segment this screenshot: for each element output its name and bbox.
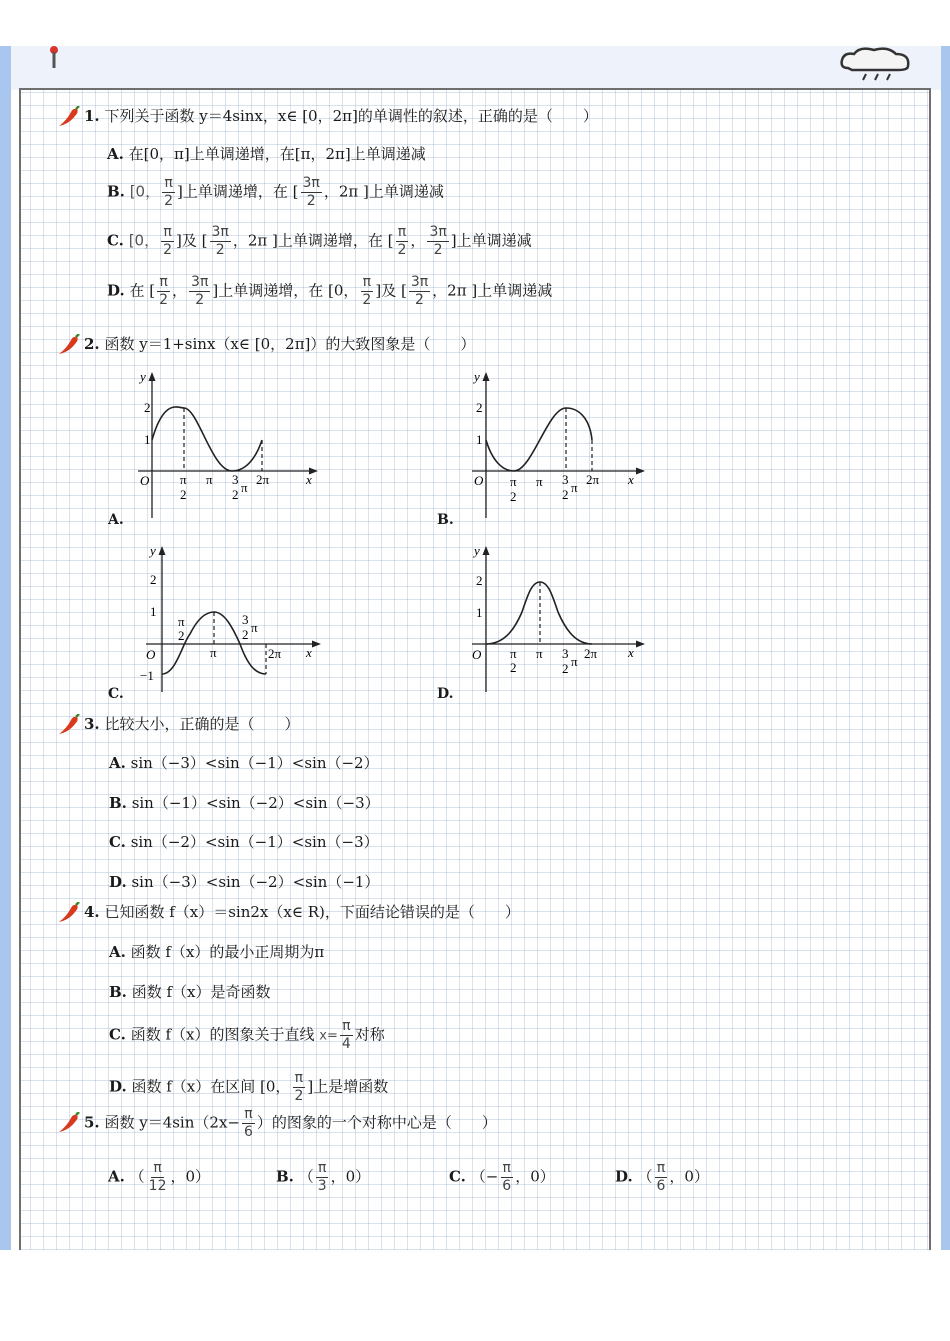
tick-3pi-half-den: 2: [562, 487, 569, 502]
q3-option-d[interactable]: D. sin（−3）<sin（−2）<sin（−1）: [109, 873, 380, 891]
q3-option-a[interactable]: A. sin（−3）<sin（−1）<sin（−2）: [109, 754, 379, 772]
tick-3pi-half-num: 3: [562, 472, 569, 487]
tick-2pi: 2π: [584, 646, 598, 661]
graph-b-label: B.: [437, 512, 454, 528]
tick-2pi: 2π: [268, 646, 282, 661]
tick-3pi-half-pi: π: [251, 620, 258, 635]
q4-option-a[interactable]: A. 函数 f（x）的最小正周期为π: [109, 943, 325, 961]
q5-option-b[interactable]: B. （ $\frac{\pi}{3}$ ，0）: [276, 1160, 371, 1194]
tick-pi: π: [536, 646, 543, 661]
graph-a-label: A.: [108, 512, 124, 528]
q1-option-c[interactable]: C. [0， $\frac{\pi}{2}$ ]及 [ $\frac{3\pi}{2}$ ，2π ]上单调递增，在 [ $\frac{\pi}{2}$ ， $\frac{3\pi}{2}$ ]上单调递减: [107, 224, 532, 258]
axis-x-label: x: [628, 472, 634, 487]
tick-y-1: 1: [476, 432, 483, 447]
tick-pi-half-den: 2: [510, 489, 517, 504]
tick-pi-half-den: 2: [510, 660, 517, 675]
tick-3pi-half-den: 2: [562, 661, 569, 676]
q5-option-a[interactable]: A. （ $\frac{\pi}{12}$ ，0）: [108, 1160, 211, 1194]
tick-pi-half-den: 2: [178, 628, 185, 643]
graph-option-c[interactable]: [128, 542, 328, 694]
tick-3pi-half-pi: π: [571, 654, 578, 669]
tick-3pi-half-num: 3: [562, 646, 569, 661]
graph-option-d[interactable]: [462, 542, 662, 694]
graph-c-label: C.: [108, 686, 124, 702]
chili-pepper-icon: [57, 902, 81, 924]
q4-option-b[interactable]: B. 函数 f（x）是奇函数: [109, 983, 271, 1001]
tick-3pi-half-num: 3: [242, 612, 249, 627]
graph-option-a[interactable]: [128, 368, 328, 520]
question-1-stem: 1. 下列关于函数 y＝4sinx，x∈ [0，2π]的单调性的叙述，正确的是（ ）: [84, 107, 598, 125]
axis-x-label: x: [306, 472, 312, 487]
chili-pepper-icon: [57, 1112, 81, 1134]
tick-y-2: 2: [150, 572, 157, 587]
question-5-stem: 5. 函数 y＝4sin（2x− $\frac{\pi}{6}$ ）的图象的一个对称中心是（ ）: [84, 1106, 497, 1140]
tick-3pi-half-den: 2: [242, 627, 249, 642]
tick-pi: π: [536, 474, 543, 489]
tick-y-2: 2: [144, 400, 151, 415]
tick-2pi: 2π: [586, 472, 600, 487]
graph-d-label: D.: [437, 686, 454, 702]
pushpin-icon: [44, 46, 64, 70]
tick-pi-half-den: 2: [180, 487, 187, 502]
left-blue-edge: [0, 46, 11, 1250]
axis-y-label: y: [140, 369, 146, 384]
axis-y-label: y: [150, 543, 156, 558]
top-band: [11, 46, 941, 90]
q3-option-b[interactable]: B. sin（−1）<sin（−2）<sin（−3）: [109, 794, 380, 812]
chili-pepper-icon: [57, 334, 81, 356]
tick-2pi: 2π: [256, 472, 270, 487]
origin-label: O: [140, 473, 150, 488]
question-3-stem: 3. 比较大小，正确的是（ ）: [84, 715, 300, 733]
q5-option-d[interactable]: D. （ $\frac{\pi}{6}$ ，0）: [615, 1160, 709, 1194]
rain-cloud-icon: [836, 46, 914, 82]
tick-3pi-half-den: 2: [232, 487, 239, 502]
tick-pi: π: [206, 472, 213, 487]
axis-x-label: x: [628, 645, 634, 660]
q4-option-c[interactable]: C. 函数 f（x）的图象关于直线 x= $\frac{\pi}{4}$ 对称: [109, 1018, 385, 1052]
tick-pi-half-num: π: [180, 472, 187, 487]
q1-option-a[interactable]: A. 在[0，π]上单调递增，在[π，2π]上单调递减: [107, 145, 426, 163]
tick-y-minus-1: −1: [140, 668, 154, 683]
tick-y-1: 1: [144, 432, 151, 447]
q4-option-d[interactable]: D. 函数 f（x）在区间 [0， $\frac{\pi}{2}$ ]上是增函数: [109, 1070, 389, 1104]
tick-pi: π: [210, 645, 217, 660]
q3-option-c[interactable]: C. sin（−2）<sin（−1）<sin（−3）: [109, 833, 379, 851]
right-blue-edge: [941, 46, 950, 1250]
question-2-stem: 2. 函数 y＝1+sinx（x∈ [0，2π]）的大致图象是（ ）: [84, 335, 476, 353]
axis-y-label: y: [474, 369, 480, 384]
tick-pi-half-num: π: [510, 474, 517, 489]
origin-label: O: [146, 647, 156, 662]
axis-x-label: x: [306, 645, 312, 660]
tick-3pi-half-pi: π: [241, 480, 248, 495]
q1-option-b[interactable]: B. [0， $\frac{\pi}{2}$ ]上单调递增，在 [ $\frac{3\pi}{2}$ ，2π ]上单调递减: [107, 175, 444, 209]
graph-option-b[interactable]: [462, 368, 662, 520]
tick-y-2: 2: [476, 400, 483, 415]
tick-y-1: 1: [150, 604, 157, 619]
question-4-stem: 4. 已知函数 f（x）＝sin2x（x∈ R)，下面结论错误的是（ ）: [84, 903, 520, 921]
tick-pi-half-num: π: [510, 646, 517, 661]
origin-label: O: [472, 647, 482, 662]
origin-label: O: [474, 473, 484, 488]
q5-option-c[interactable]: C. （− $\frac{\pi}{6}$ ，0）: [449, 1160, 555, 1194]
tick-3pi-half-num: 3: [232, 472, 239, 487]
tick-y-2: 2: [476, 573, 483, 588]
tick-y-1: 1: [476, 605, 483, 620]
chili-pepper-icon: [57, 106, 81, 128]
q1-option-d[interactable]: D. 在 [ $\frac{\pi}{2}$ ， $\frac{3\pi}{2}$ ]上单调递增，在 [0， $\frac{\pi}{2}$ ]及 [ $\frac{3\pi}{2}$ ，2π ]上单调递减: [107, 274, 553, 308]
chili-pepper-icon: [57, 714, 81, 736]
tick-3pi-half-pi: π: [571, 480, 578, 495]
tick-pi-half-num: π: [178, 614, 185, 629]
axis-y-label: y: [474, 543, 480, 558]
